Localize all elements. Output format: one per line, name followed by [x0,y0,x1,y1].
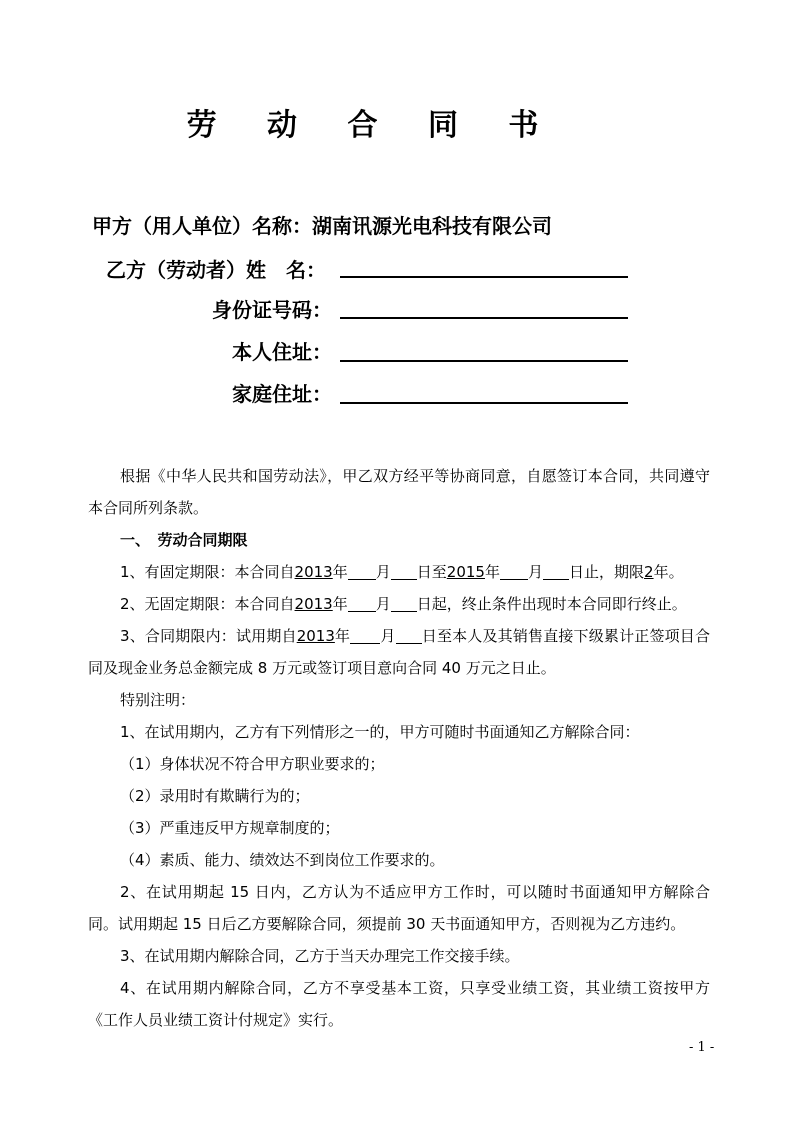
month-blank[interactable] [350,625,380,644]
address-label: 本人住址： [232,340,332,364]
note-1-item: （2）录用时有欺瞒行为的； [120,787,310,805]
contract-body [88,460,710,1036]
clause-1: 1、有固定期限：本合同自2013年 月 日至2015年 月 日止，期限2年。 [120,563,684,581]
home-address-blank[interactable] [340,402,628,404]
day-blank[interactable] [391,593,417,612]
month-blank[interactable] [348,561,376,580]
note-1-item: （3）严重违反甲方规章制度的； [120,819,340,837]
month-blank[interactable] [348,593,376,612]
day-blank[interactable] [543,561,569,580]
section-1-heading: 一、 劳动合同期限 [120,531,248,549]
note-1-item: （4）素质、能力、绩效达不到岗位工作要求的。 [120,851,445,869]
clause-1-years: 2 [644,563,654,581]
note-4: 4、在试用期内解除合同，乙方不享受基本工资，只享受业绩工资，其业绩工资按甲方《工作人员业绩工资计付规定》实行。 [88,979,710,1029]
clause-1-year-start: 2013 [294,563,333,581]
document-title: 劳 动 合 同 书 [186,108,559,143]
clause-3: 3、合同期限内：试用期自2013年 月 日至本人及其销售直接下级累计正签项目合同及现金业务总金额完成 8 万元或签订项目意向合同 40 万元之日止。 [88,627,710,677]
id-number-label: 身份证号码： [212,298,332,322]
id-number-blank[interactable] [340,317,628,319]
month-blank[interactable] [500,561,528,580]
party-b-label: 乙方（劳动者）姓 名： [106,258,326,282]
home-address-label: 家庭住址： [232,382,332,406]
note-3: 3、在试用期内解除合同，乙方于当天办理完工作交接手续。 [120,947,520,965]
party-b-name-blank[interactable] [340,276,628,278]
clause-2-year: 2013 [294,595,333,613]
party-a-label: 甲方（用人单位）名称： [92,214,312,238]
intro-paragraph: 根据《中华人民共和国劳动法》，甲乙双方经平等协商同意，自愿签订本合同，共同遵守本合同所列条款。 [88,467,710,517]
day-blank[interactable] [391,561,417,580]
note-1-item: （1）身体状况不符合甲方职业要求的； [120,755,385,773]
clause-3-year: 2013 [296,627,335,645]
note-2: 2、在试用期起 15 日内，乙方认为不适应甲方工作时，可以随时书面通知甲方解除合同。试用期起 15 日后乙方要解除合同，须提前 30 天书面通知甲方，否则视为乙方违约。 [88,883,710,933]
clause-1-year-end: 2015 [446,563,485,581]
note-1: 1、在试用期内，乙方有下列情形之一的，甲方可随时书面通知乙方解除合同： [120,723,640,741]
clause-2: 2、无固定期限：本合同自2013年 月 日起，终止条件出现时本合同即行终止。 [120,595,687,613]
day-blank[interactable] [396,625,422,644]
party-a-value: 湖南讯源光电科技有限公司 [312,214,552,238]
special-note-label: 特别注明： [120,691,196,709]
address-blank[interactable] [340,360,628,362]
page-number: - 1 - [689,1040,715,1055]
party-a-line [92,214,552,238]
